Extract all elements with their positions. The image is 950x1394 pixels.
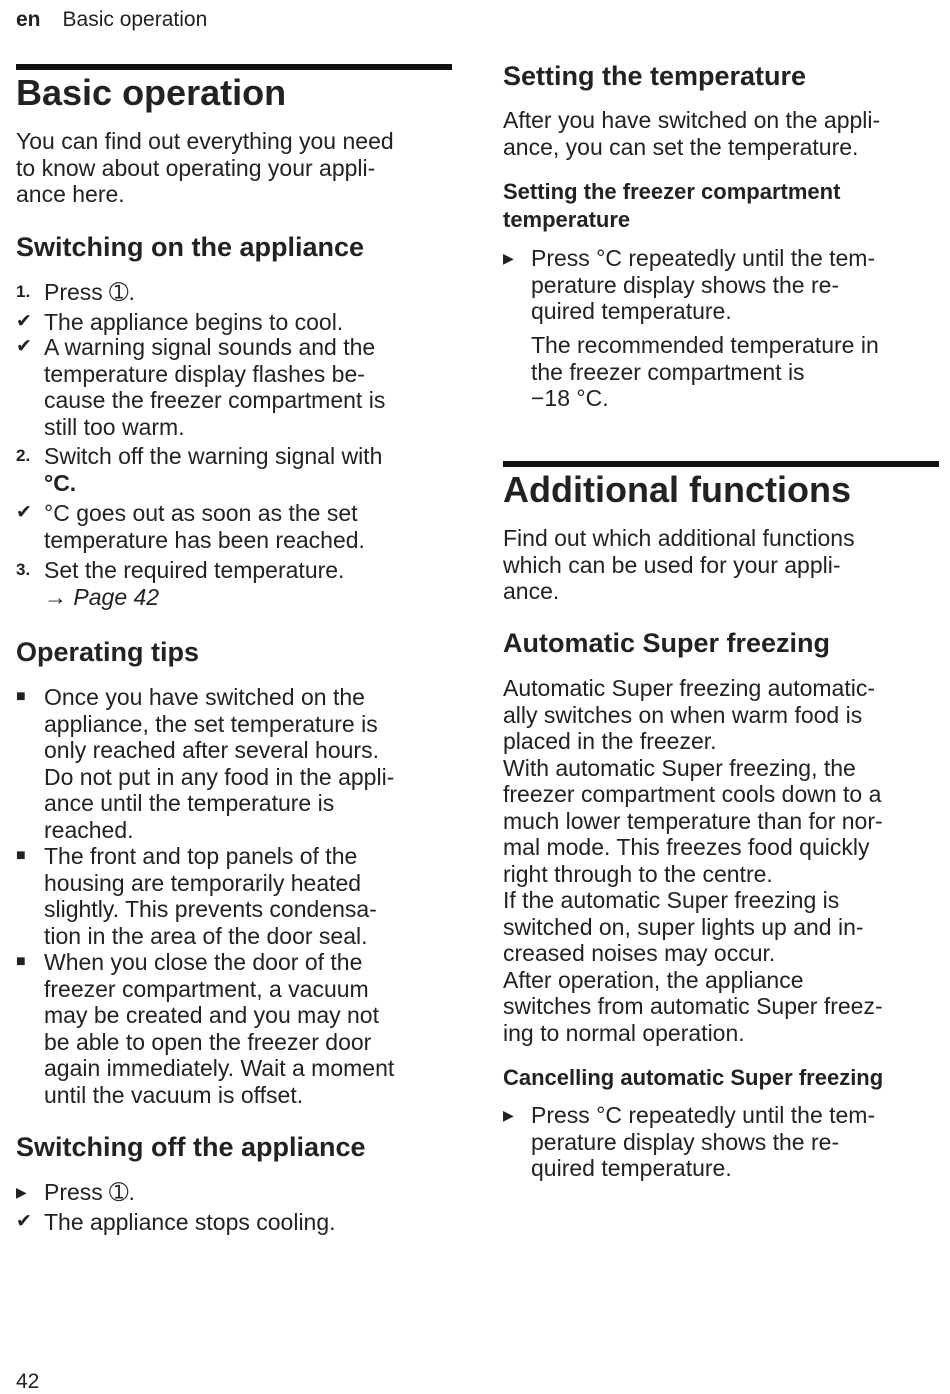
heading-switching-off: Switching off the appliance — [16, 1132, 366, 1162]
heading-additional-functions: Additional functions — [503, 469, 851, 510]
check-icon: ✔ — [16, 502, 32, 523]
heading-operating-tips: Operating tips — [16, 637, 200, 667]
recommended-temperature-note: The recommended temperature in the freezer compartment is −18 °C. — [531, 332, 879, 411]
page-number: 42 — [16, 1370, 40, 1393]
heading-setting-temperature: Setting the temperature — [503, 61, 807, 91]
header-title: Basic operation — [62, 8, 208, 31]
step-number: 1. — [16, 282, 31, 301]
check-icon: ✔ — [16, 336, 32, 357]
additional-intro: Find out which additional functions which can be used for your appli- ance. — [503, 525, 855, 604]
super-freezing-text: Automatic Super freezing automatic- ally switches on when warm food is placed in the freezer. With automatic Super freezing, the freezer compartment cools down to a much lower temperature than for nor- mal mode. This freezes food quickly right through to the centre. If the automatic Super freezing is switched on, super lights up and in- creased noises may occur. After operation, the appliance switches from automatic Super freez- ing to normal operation. — [503, 675, 883, 1046]
step-number: 2. — [16, 446, 31, 465]
triangle-bullet-icon: ▶ — [16, 1184, 27, 1200]
check-icon: ✔ — [16, 311, 32, 332]
square-bullet-icon: ■ — [16, 953, 26, 970]
language-code: en — [16, 8, 41, 31]
heading-basic-operation: Basic operation — [16, 72, 287, 113]
intro-paragraph: You can find out everything you need to know about operating your appli- ance here. — [16, 128, 394, 207]
heading-cancelling-super-freezing: Cancelling automatic Super freezing — [503, 1065, 884, 1090]
triangle-bullet-icon: ▶ — [503, 1107, 514, 1123]
check-icon: ✔ — [16, 1211, 32, 1232]
heading-switching-on: Switching on the appliance — [16, 232, 365, 262]
setting-intro: After you have switched on the appli- ance, you can set the temperature. — [503, 107, 881, 160]
square-bullet-icon: ■ — [16, 688, 26, 705]
heading-freezer-temperature: Setting the freezer compartment temperature — [503, 179, 841, 232]
section-rule — [503, 461, 939, 467]
page-reference: → Page 42 — [44, 583, 160, 610]
triangle-bullet-icon: ▶ — [503, 250, 514, 266]
section-rule — [16, 64, 452, 70]
step-number: 3. — [16, 560, 31, 579]
heading-automatic-super-freezing: Automatic Super freezing — [503, 628, 831, 658]
page-header — [16, 8, 207, 32]
square-bullet-icon: ■ — [16, 847, 26, 864]
